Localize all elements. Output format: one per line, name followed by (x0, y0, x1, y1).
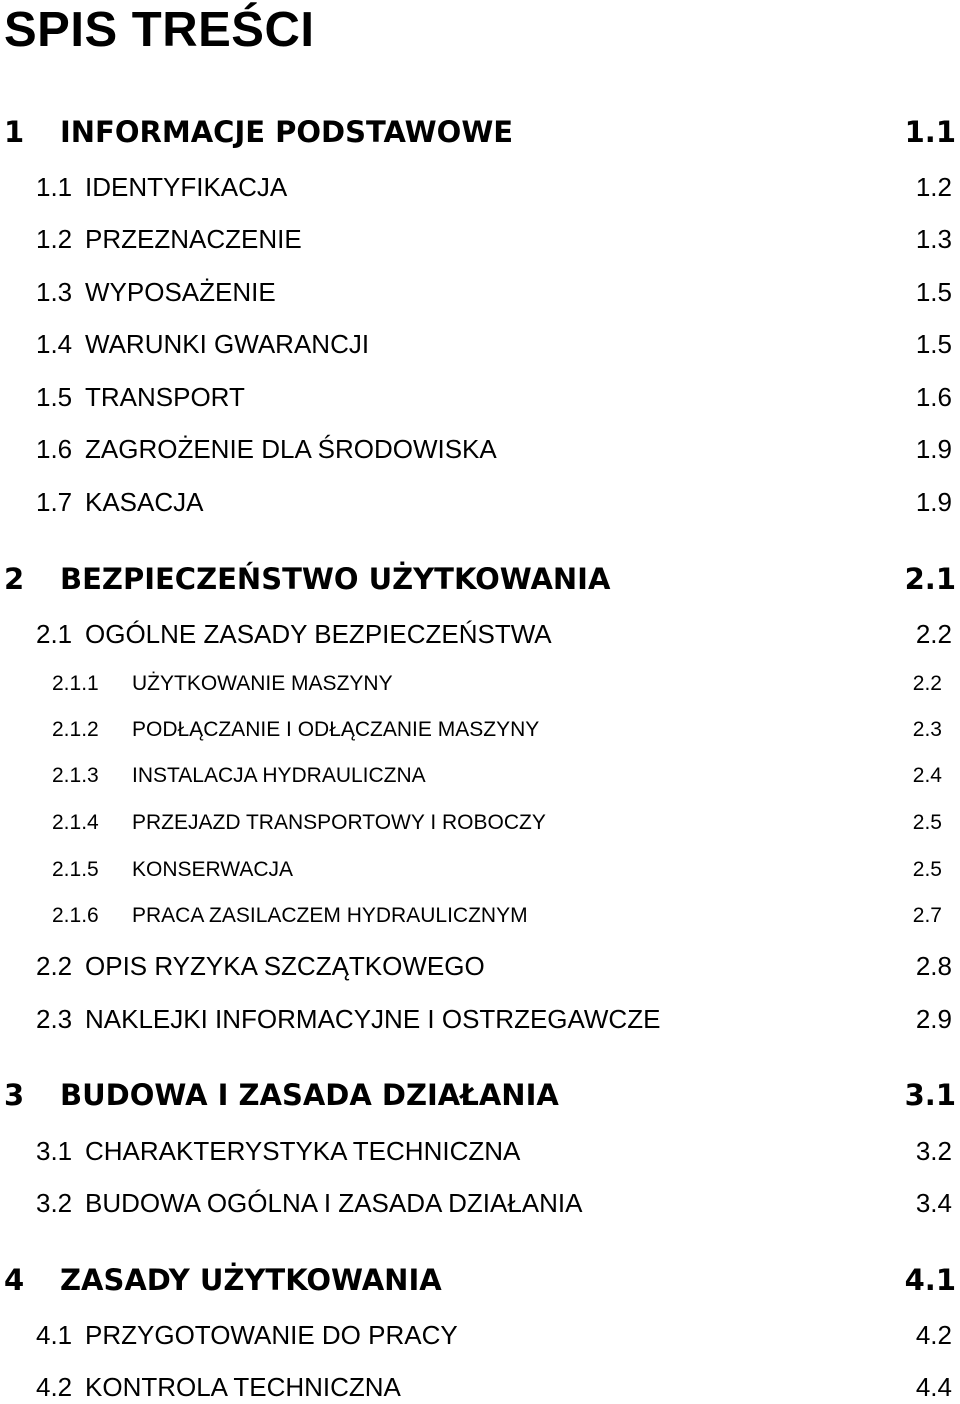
toc-number: 2.3 (36, 1004, 73, 1034)
toc-page: 4.4 (915, 1372, 952, 1402)
toc-label: PRZEJAZD TRANSPORTOWY I ROBOCZY (132, 811, 546, 834)
toc-section-4[interactable] (0, 1260, 960, 1300)
toc-number: 2.1.5 (52, 858, 99, 881)
toc-number: 2.1 (36, 619, 73, 649)
toc-label: UŻYTKOWANIE MASZYNY (132, 672, 393, 695)
toc-entry-1-2[interactable] (0, 222, 960, 256)
toc-page: 3.4 (915, 1188, 952, 1218)
toc-page: 2.2 (912, 672, 942, 695)
toc-label: KASACJA (85, 487, 204, 517)
toc-entry-1-5[interactable] (0, 380, 960, 414)
toc-label: OPIS RYZYKA SZCZĄTKOWEGO (85, 951, 485, 981)
toc-page: 4.1 (904, 1263, 956, 1297)
page-title: SPIS TREŚCI (4, 3, 315, 57)
toc-label: NAKLEJKI INFORMACYJNE I OSTRZEGAWCZE (85, 1004, 661, 1034)
toc-page: 1.1 (904, 115, 956, 149)
toc-label: INFORMACJE PODSTAWOWE (60, 115, 514, 149)
toc-page: 1.6 (915, 382, 952, 412)
toc-page: 2.2 (915, 619, 952, 649)
toc-entry-2-3[interactable] (0, 1002, 960, 1036)
toc-entry-2-2[interactable] (0, 949, 960, 983)
toc-subentry-2-1-5[interactable] (0, 856, 960, 884)
toc-number: 1.7 (36, 487, 73, 517)
toc-entry-1-3[interactable] (0, 275, 960, 309)
toc-number: 2 (4, 562, 25, 596)
toc-number: 1.4 (36, 329, 73, 359)
toc-number: 2.1.3 (52, 764, 99, 787)
toc-number: 1 (4, 115, 25, 149)
toc-label: KONTROLA TECHNICZNA (85, 1372, 401, 1402)
toc-entry-1-4[interactable] (0, 327, 960, 361)
toc-page: 2.9 (915, 1004, 952, 1034)
toc-subentry-2-1-3[interactable] (0, 762, 960, 790)
toc-entry-4-1[interactable] (0, 1318, 960, 1352)
toc-page: 1.9 (915, 487, 952, 517)
toc-label: TRANSPORT (85, 382, 245, 412)
toc-entry-4-2[interactable] (0, 1370, 960, 1404)
toc-label: BUDOWA I ZASADA DZIAŁANIA (60, 1078, 559, 1112)
toc-entry-3-2[interactable] (0, 1186, 960, 1220)
toc-number: 1.2 (36, 224, 73, 254)
toc-number: 1.1 (36, 172, 73, 202)
toc-number: 2.1.6 (52, 904, 99, 927)
toc-number: 1.3 (36, 277, 73, 307)
toc-entry-1-7[interactable] (0, 485, 960, 519)
toc-section-1[interactable] (0, 112, 960, 152)
toc-number: 3 (4, 1078, 25, 1112)
toc-entry-1-6[interactable] (0, 432, 960, 466)
toc-number: 1.5 (36, 382, 73, 412)
toc-label: INSTALACJA HYDRAULICZNA (132, 764, 426, 787)
toc-subentry-2-1-6[interactable] (0, 902, 960, 930)
toc-section-2[interactable] (0, 559, 960, 599)
toc-number: 4.2 (36, 1372, 73, 1402)
toc-page: 2.5 (912, 858, 942, 881)
toc-number: 2.2 (36, 951, 73, 981)
toc-page: 1.5 (915, 277, 952, 307)
toc-number: 2.1.4 (52, 811, 99, 834)
toc-label: CHARAKTERYSTYKA TECHNICZNA (85, 1136, 521, 1166)
toc-number: 4.1 (36, 1320, 73, 1350)
toc-label: BEZPIECZEŃSTWO UŻYTKOWANIA (60, 562, 611, 596)
toc-entry-3-1[interactable] (0, 1134, 960, 1168)
toc-subentry-2-1-2[interactable] (0, 716, 960, 744)
toc-page: 2.7 (912, 904, 942, 927)
toc-label: OGÓLNE ZASADY BEZPIECZEŃSTWA (85, 619, 552, 649)
toc-page: 3.2 (915, 1136, 952, 1166)
toc-number: 2.1.2 (52, 718, 99, 741)
toc-label: PRZYGOTOWANIE DO PRACY (85, 1320, 458, 1350)
toc-page: 2.1 (904, 562, 956, 596)
toc-subentry-2-1-4[interactable] (0, 809, 960, 837)
toc-label: BUDOWA OGÓLNA I ZASADA DZIAŁANIA (85, 1188, 583, 1218)
toc-page: 1.2 (915, 172, 952, 202)
toc-number: 3.2 (36, 1188, 73, 1218)
toc-page: 2.3 (912, 718, 942, 741)
toc-label: PODŁĄCZANIE I ODŁĄCZANIE MASZYNY (132, 718, 540, 741)
toc-page: 2.4 (912, 764, 942, 787)
toc-label: IDENTYFIKACJA (85, 172, 288, 202)
toc-entry-1-1[interactable] (0, 170, 960, 204)
toc-subentry-2-1-1[interactable] (0, 670, 960, 698)
toc-label: WYPOSAŻENIE (85, 277, 276, 307)
toc-label: PRZEZNACZENIE (85, 224, 302, 254)
toc-label: WARUNKI GWARANCJI (85, 329, 370, 359)
toc-page: 1.5 (915, 329, 952, 359)
toc-entry-2-1[interactable] (0, 617, 960, 651)
toc-page: 2.5 (912, 811, 942, 834)
toc-number: 4 (4, 1263, 25, 1297)
toc-page: 1.9 (915, 434, 952, 464)
toc-number: 1.6 (36, 434, 73, 464)
toc-number: 3.1 (36, 1136, 73, 1166)
toc-label: ZAGROŻENIE DLA ŚRODOWISKA (85, 434, 497, 464)
toc-label: PRACA ZASILACZEM HYDRAULICZNYM (132, 904, 528, 927)
toc-page: 4.2 (915, 1320, 952, 1350)
toc-label: KONSERWACJA (132, 858, 294, 881)
toc-page: 3.1 (904, 1078, 956, 1112)
toc-page: 1.3 (915, 224, 952, 254)
toc-page: 2.8 (915, 951, 952, 981)
toc-number: 2.1.1 (52, 672, 99, 695)
toc-section-3[interactable] (0, 1075, 960, 1115)
toc-label: ZASADY UŻYTKOWANIA (60, 1263, 442, 1297)
